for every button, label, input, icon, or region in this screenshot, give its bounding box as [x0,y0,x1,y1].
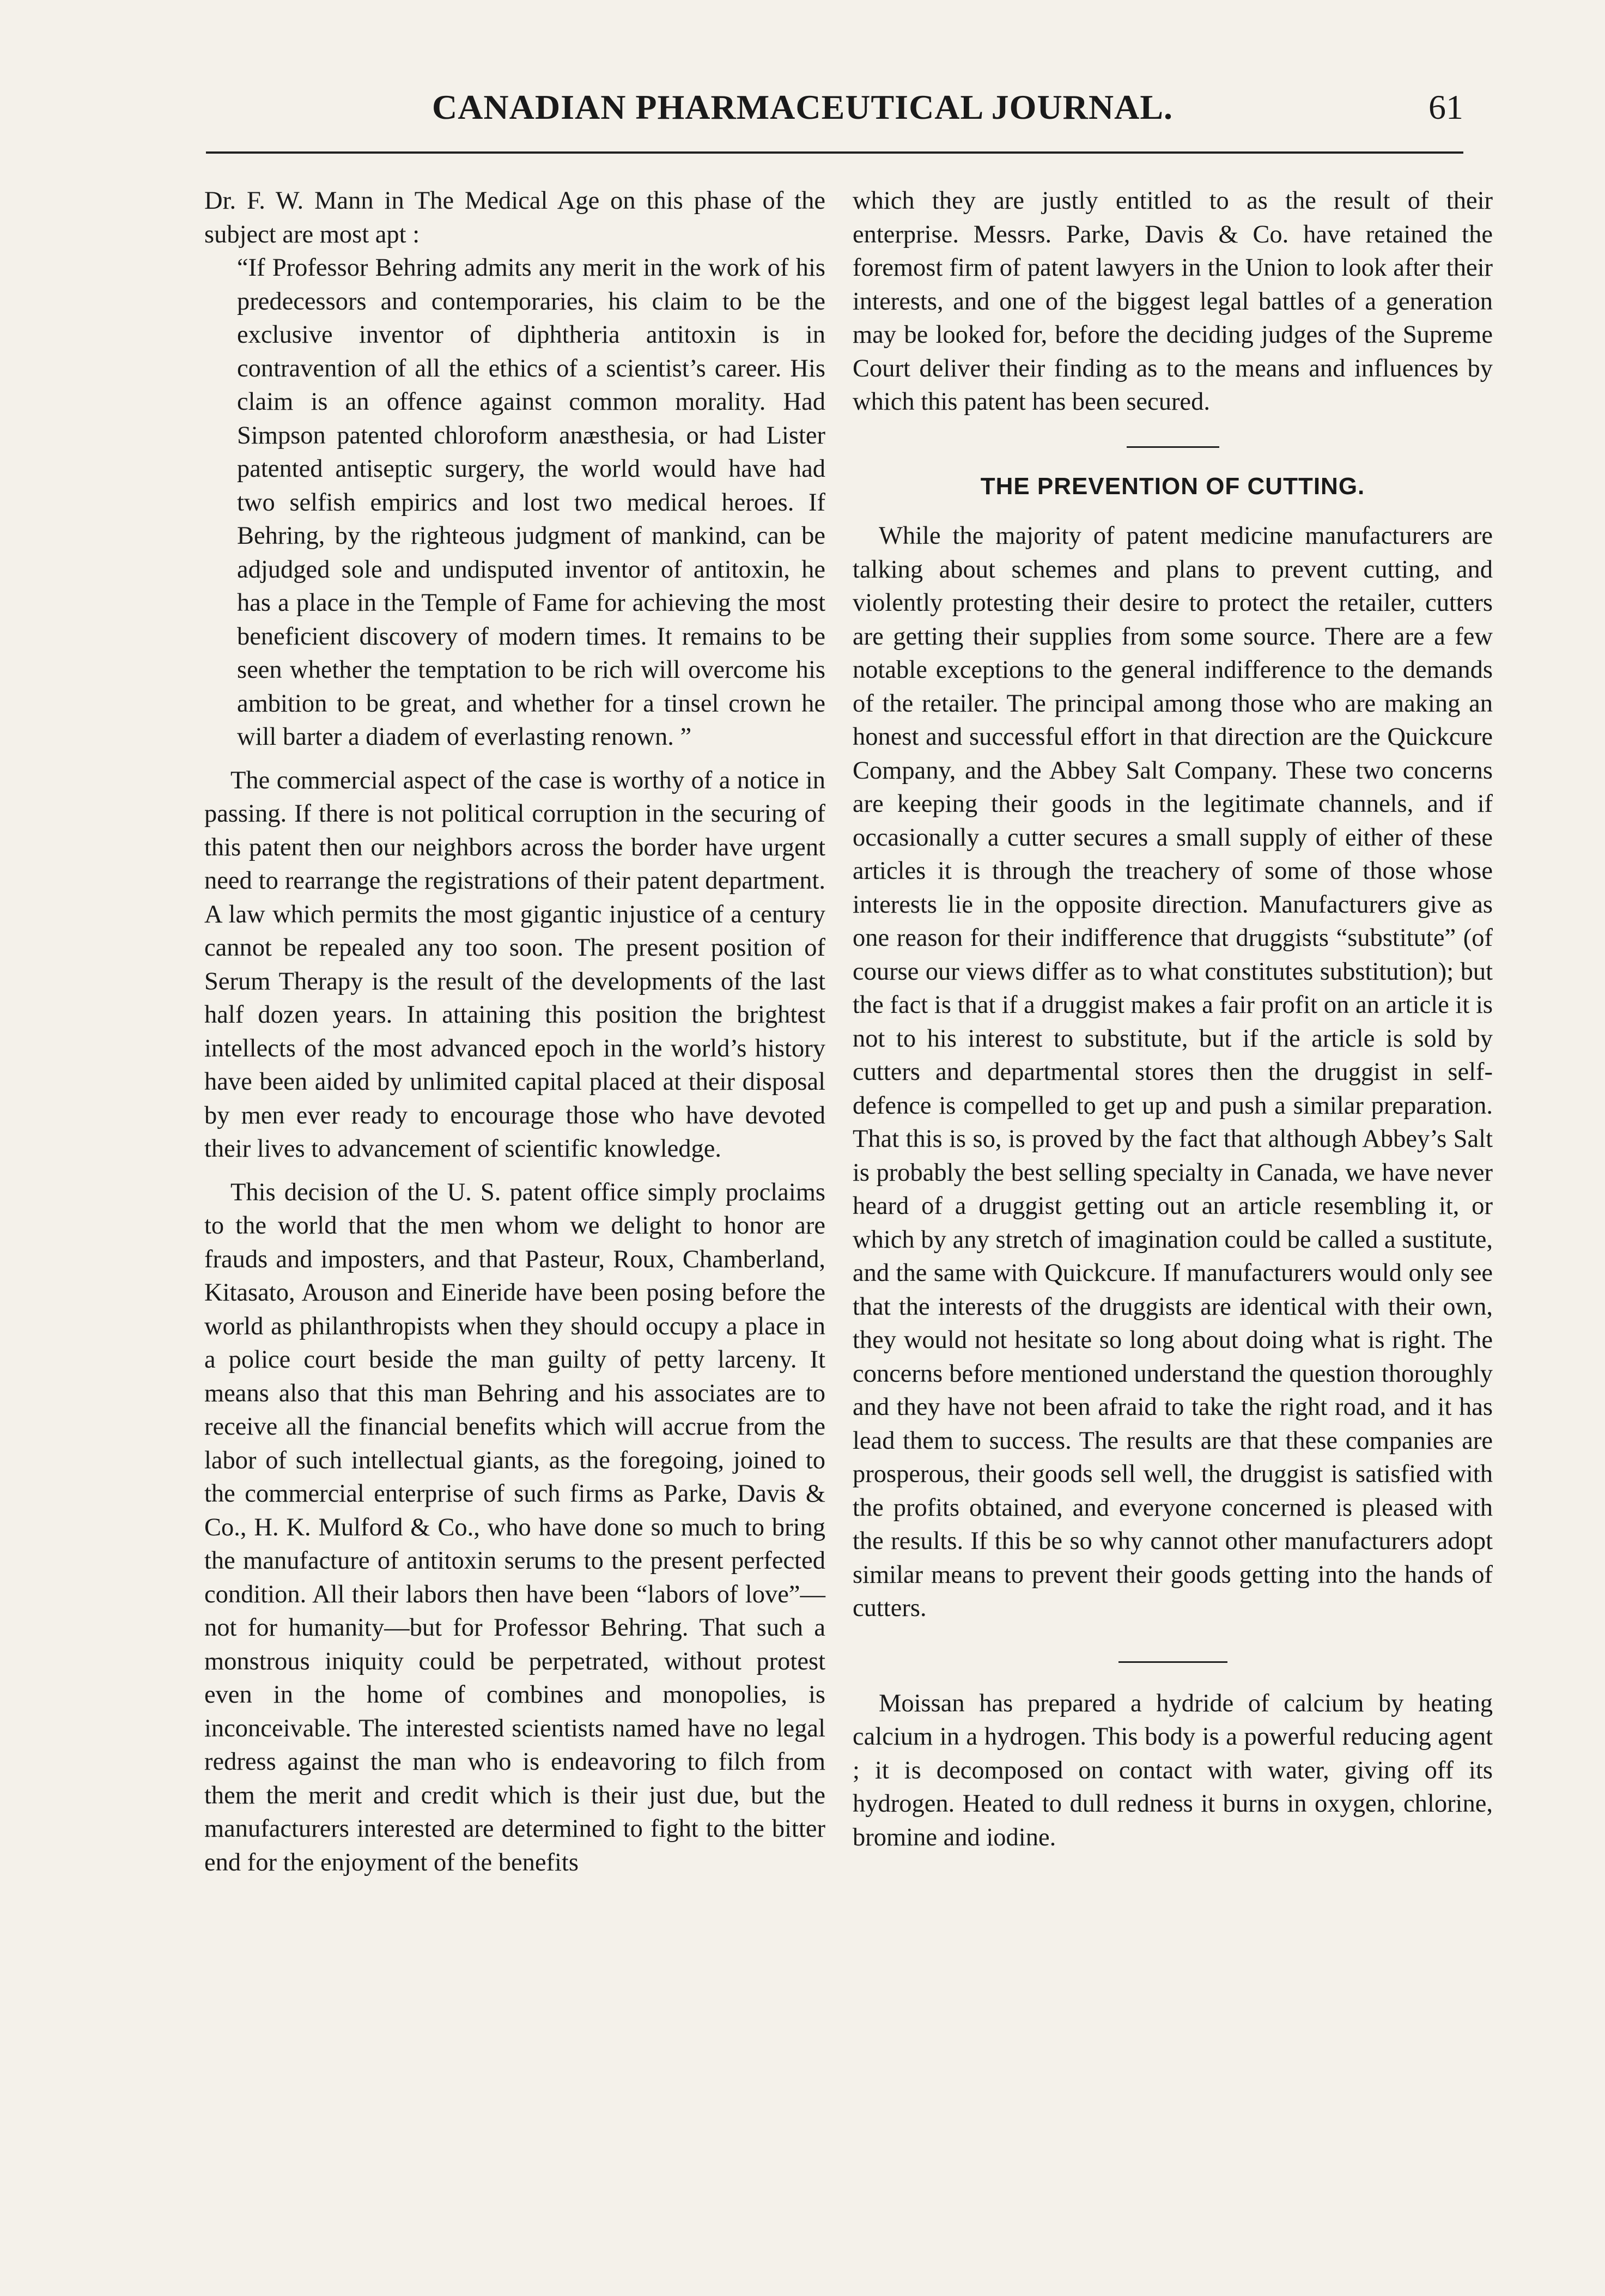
page-header [0,0,1605,163]
right-column [853,184,1493,1854]
intro-paragraph: Dr. F. W. Mann in The Medical Age on this phase of the subject are most apt : [204,187,825,248]
section-heading: THE PREVENTION OF CUTTING. [980,472,1365,500]
header-rule [206,151,1463,154]
patent-decision-paragraph: This decision of the U. S. patent office simply proclaims to the world that the men whom we delight to honor are frauds and imposters, and that Pasteur, Roux, Chamberland, Kitasato, Arouson and Eineride have been posing before the world as philanthropists when they should occupy a place in a police court beside the man guilty of petty larceny. It means also that this man Behring and his associates are to receive all the financial benefits which will accrue from the labor of such intellectual giants, as the foregoing, joined to the commercial enterprise of such firms as Parke, Davis & Co., H. K. Mulford & Co., who have done so much to bring the manufacture of antitoxin serums to the present perfected condition. All their labors then have been “labors of love”—not for humanity—but for Professor Behring. That such a monstrous iniquity could be perpetrated, without protest even in the home of combines and monopolies, is inconceivable. The interested scientists named have no legal redress against the man who is endeavoring to filch from them the merit and credit which is their just due, but the manufacturers interested are determined to fight to the bitter end for the enjoyment of the benefits [204,1178,825,1876]
quotation-block: “If Professor Behring admits any merit in the work of his predecessors and contemporaries, his claim to be the exclusive inventor of diphtheria antitoxin is in contravention of all the ethics of a scientist’s career. His claim is an offence against common morality. Had Simpson patented chloroform anæsthesia, or had Lister patented antiseptic surgery, the world would have had two selfish empirics and lost two medical heroes. If Behring, by the righteous judgment of mankind, can be adjudged sole and undisputed inventor of antitoxin, he has a place in the Temple of Fame for achieving the most beneficient discovery of modern times. It remains to be seen whether the temptation to be rich will overcome his ambition to be great, and whether for a tinsel crown he will barter a diadem of everlasting renown. ” [237,254,825,751]
continuation-paragraph: which they are justly entitled to as the result of their enterprise. Messrs. Parke, Davis & Co. have retained the foremost firm of patent lawyers in the Union to look after their interests, and one of the biggest legal battles of a generation may be looked for, before the deciding judges of the Supreme Court deliver their finding as to the means and influences by which this patent has been secured. [853,187,1493,416]
section-separator [1127,446,1219,448]
moissan-paragraph: Moissan has prepared a hydride of calcium by heating calcium in a hydrogen. This body is a powerful reducing agent ; it is decomposed on contact with water, giving off its hydrogen. Heated to dull redness it burns in oxygen, chlorine, bromine and iodine. [853,1689,1493,1851]
article-separator [1118,1661,1227,1663]
left-column [204,184,825,1879]
cutting-paragraph: While the majority of patent medicine manufacturers are talking about schemes and plans to prevent cutting, and violently protesting their desire to protect the retailer, cutters are getting their supplies from some source. There are a few notable exceptions to the general indifference to the demands of the retailer. The principal among those who are making an honest and successful effort in that direction are the Quickcure Company, and the Abbey Salt Company. These two concerns are keeping their goods in the legitimate channels, and if occasionally a cutter secures a small supply of either of these articles it is through the treachery of some of those whose interests lie in the opposite direction. Manufacturers give as one reason for their indifference that druggists “substitute” (of course our views differ as to what constitutes substitution); but the fact is that if a druggist makes a fair profit on an article it is not to his interest to substitute, but if the article is sold by cutters and departmental stores then the druggist in self-defence is compelled to get up and push a similar preparation. That this is so, is proved by the fact that although Abbey’s Salt is probably the best selling specialty in Canada, we have never heard of a druggist getting out an article resembling it, or which by any stretch of imagination could be called a sustitute, and the same with Quickcure. If manufacturers would only see that the interests of the druggists are identical with their own, they would not hesitate so long about doing what is right. The concerns before mentioned understand the question thoroughly and they have not been afraid to take the right road, and it has lead them to success. The results are that these companies are prosperous, their goods sell well, the druggist is satisfied with the profits obtained, and everyone concerned is pleased with the results. If this be so why cannot other manufacturers adopt similar means to prevent their goods getting into the hands of cutters. [853,522,1493,1622]
commercial-aspect-paragraph: The commercial aspect of the case is worthy of a notice in passing. If there is not political corruption in the securing of this patent then our neighbors across the border have urgent need to rearrange the registrations of their patent department. A law which permits the most gigantic injustice of a century cannot be repealed any too soon. The present position of Serum Therapy is the result of the developments of the last half dozen years. In attaining this position the brightest intellects of the most advanced epoch in the world’s history have been aided by unlimited capital placed at their disposal by men ever ready to encourage those who have devoted their lives to advancement of scientific knowledge. [204,766,825,1163]
page-number: 61 [1428,88,1463,126]
journal-title: CANADIAN PHARMACEUTICAL JOURNAL. [431,88,1174,126]
